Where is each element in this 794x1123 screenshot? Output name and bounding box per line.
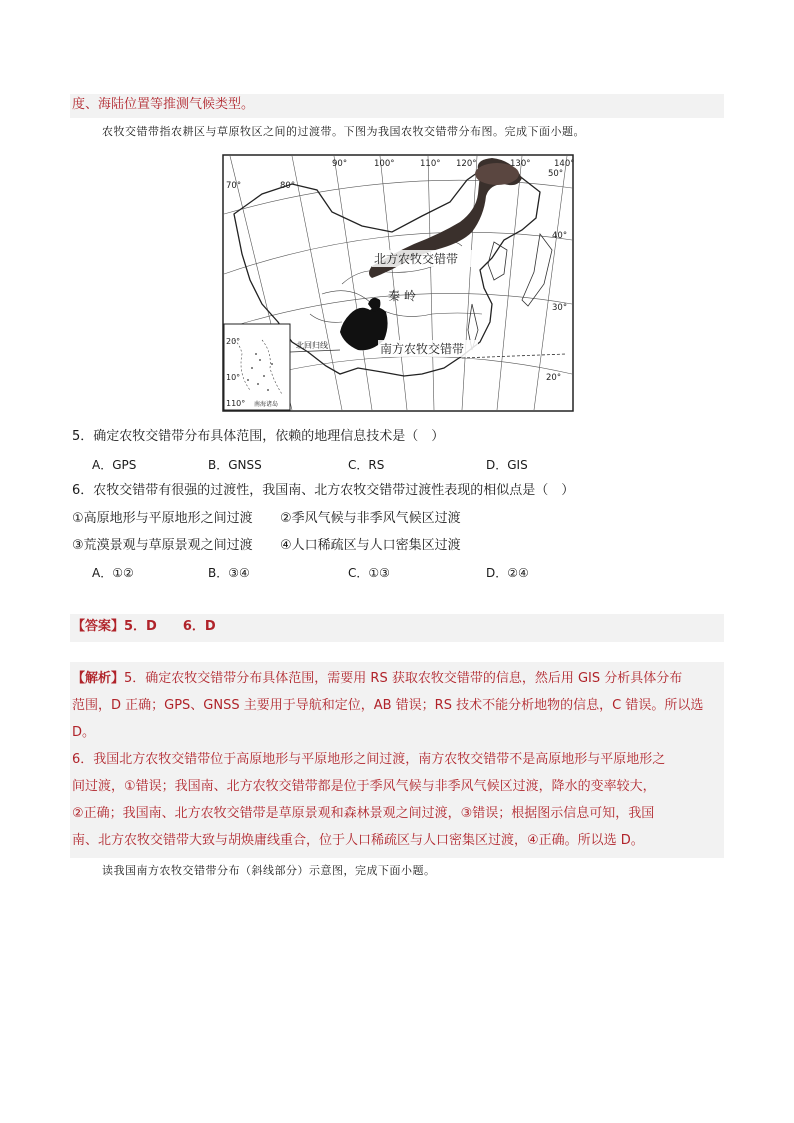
tropic-label: 北回归线 [296, 341, 328, 350]
analysis-text: 5．确定农牧交错带分布具体范围，需要用 RS 获取农牧交错带的信息，然后用 GIS 分析具体分布 [124, 671, 683, 686]
lon-label: 120° [456, 159, 477, 169]
analysis-line-6: ②正确；我国南、北方农牧交错带是草原景观和森林景观之间过渡，③错误；根据图示信息可知，我国 [72, 806, 655, 821]
lon-label: 100° [374, 159, 395, 169]
q6-option-c[interactable]: C．①③ [348, 566, 390, 580]
lon-label: 110° [420, 159, 441, 169]
southern-ecotone-label: 南方农牧交错带 [380, 342, 465, 356]
analysis-line-5: 间过渡，①错误；我国南、北方农牧交错带都是位于季风气候与非季风气候区过渡，降水的变率较大， [72, 779, 656, 794]
q6-item: ②季风气候与非季风气候区过渡 [280, 511, 461, 526]
analysis-line-1 [72, 670, 682, 688]
lon-label: 80° [280, 181, 296, 191]
lon-label: 90° [332, 159, 348, 169]
previous-analysis-tail: 度、海陆位置等推测气候类型。 [72, 97, 255, 112]
q5-option-c[interactable]: C．RS [348, 458, 385, 472]
answer-tag: 【答案】 [72, 619, 125, 634]
lat-label: 40° [552, 231, 568, 241]
question-intro: 农牧交错带指农耕区与草原牧区之间的过渡带。下图为我国农牧交错带分布图。完成下面小题。 [102, 125, 585, 138]
q6-item: ①高原地形与平原地形之间过渡 [72, 511, 253, 526]
inset-lat-label: 20° [226, 337, 241, 346]
lon-label: 130° [510, 159, 531, 169]
qinling-label: 秦 岭 [388, 289, 416, 303]
lat-label: 50° [548, 169, 564, 179]
farming-pastoral-ecotone-map [222, 154, 574, 412]
q5-option-b[interactable]: B．GNSS [208, 458, 262, 472]
northern-ecotone-label: 北方农牧交错带 [374, 252, 459, 266]
q6-option-a[interactable]: A．①② [92, 566, 134, 580]
inset-lon-label: 110° [226, 399, 246, 408]
analysis-line-3: D。 [72, 725, 96, 740]
next-question-intro: 读我国南方农牧交错带分布（斜线部分）示意图，完成下面小题。 [102, 864, 436, 877]
analysis-tag: 【解析】 [72, 671, 125, 686]
answer-text: 5．D 6．D [124, 619, 216, 634]
analysis-line-7: 南、北方农牧交错带大致与胡焕庸线重合，位于人口稀疏区与人口密集区过渡，④正确。所以选 D。 [72, 833, 644, 848]
question-6-stem: 6．农牧交错带有很强的过渡性，我国南、北方农牧交错带过渡性表现的相似点是（ ） [72, 483, 575, 498]
answer-line [72, 618, 216, 636]
analysis-line-2: 范围，D 正确；GPS、GNSS 主要用于导航和定位，AB 错误；RS 技术不能分析地物的信息，C 错误。所以选 [72, 698, 704, 713]
lon-label: 140° [554, 159, 574, 169]
q5-option-a[interactable]: A．GPS [92, 458, 137, 472]
inset-lat-label: 10° [226, 373, 241, 382]
q5-option-d[interactable]: D．GIS [486, 458, 528, 472]
lat-label: 20° [546, 373, 562, 383]
lon-label: 70° [226, 181, 242, 191]
q6-item: ④人口稀疏区与人口密集区过渡 [280, 538, 461, 553]
lat-label: 30° [552, 303, 568, 313]
inset-title: 南海诸岛 [254, 401, 279, 408]
analysis-line-4: 6．我国北方农牧交错带位于高原地形与平原地形之间过渡，南方农牧交错带不是高原地形与平原地形之 [72, 752, 666, 767]
q6-option-b[interactable]: B．③④ [208, 566, 250, 580]
q6-item: ③荒漠景观与草原景观之间过渡 [72, 538, 253, 553]
q6-option-d[interactable]: D．②④ [486, 566, 529, 580]
question-5-stem: 5．确定农牧交错带分布具体范围，依赖的地理信息技术是（ ） [72, 429, 445, 444]
